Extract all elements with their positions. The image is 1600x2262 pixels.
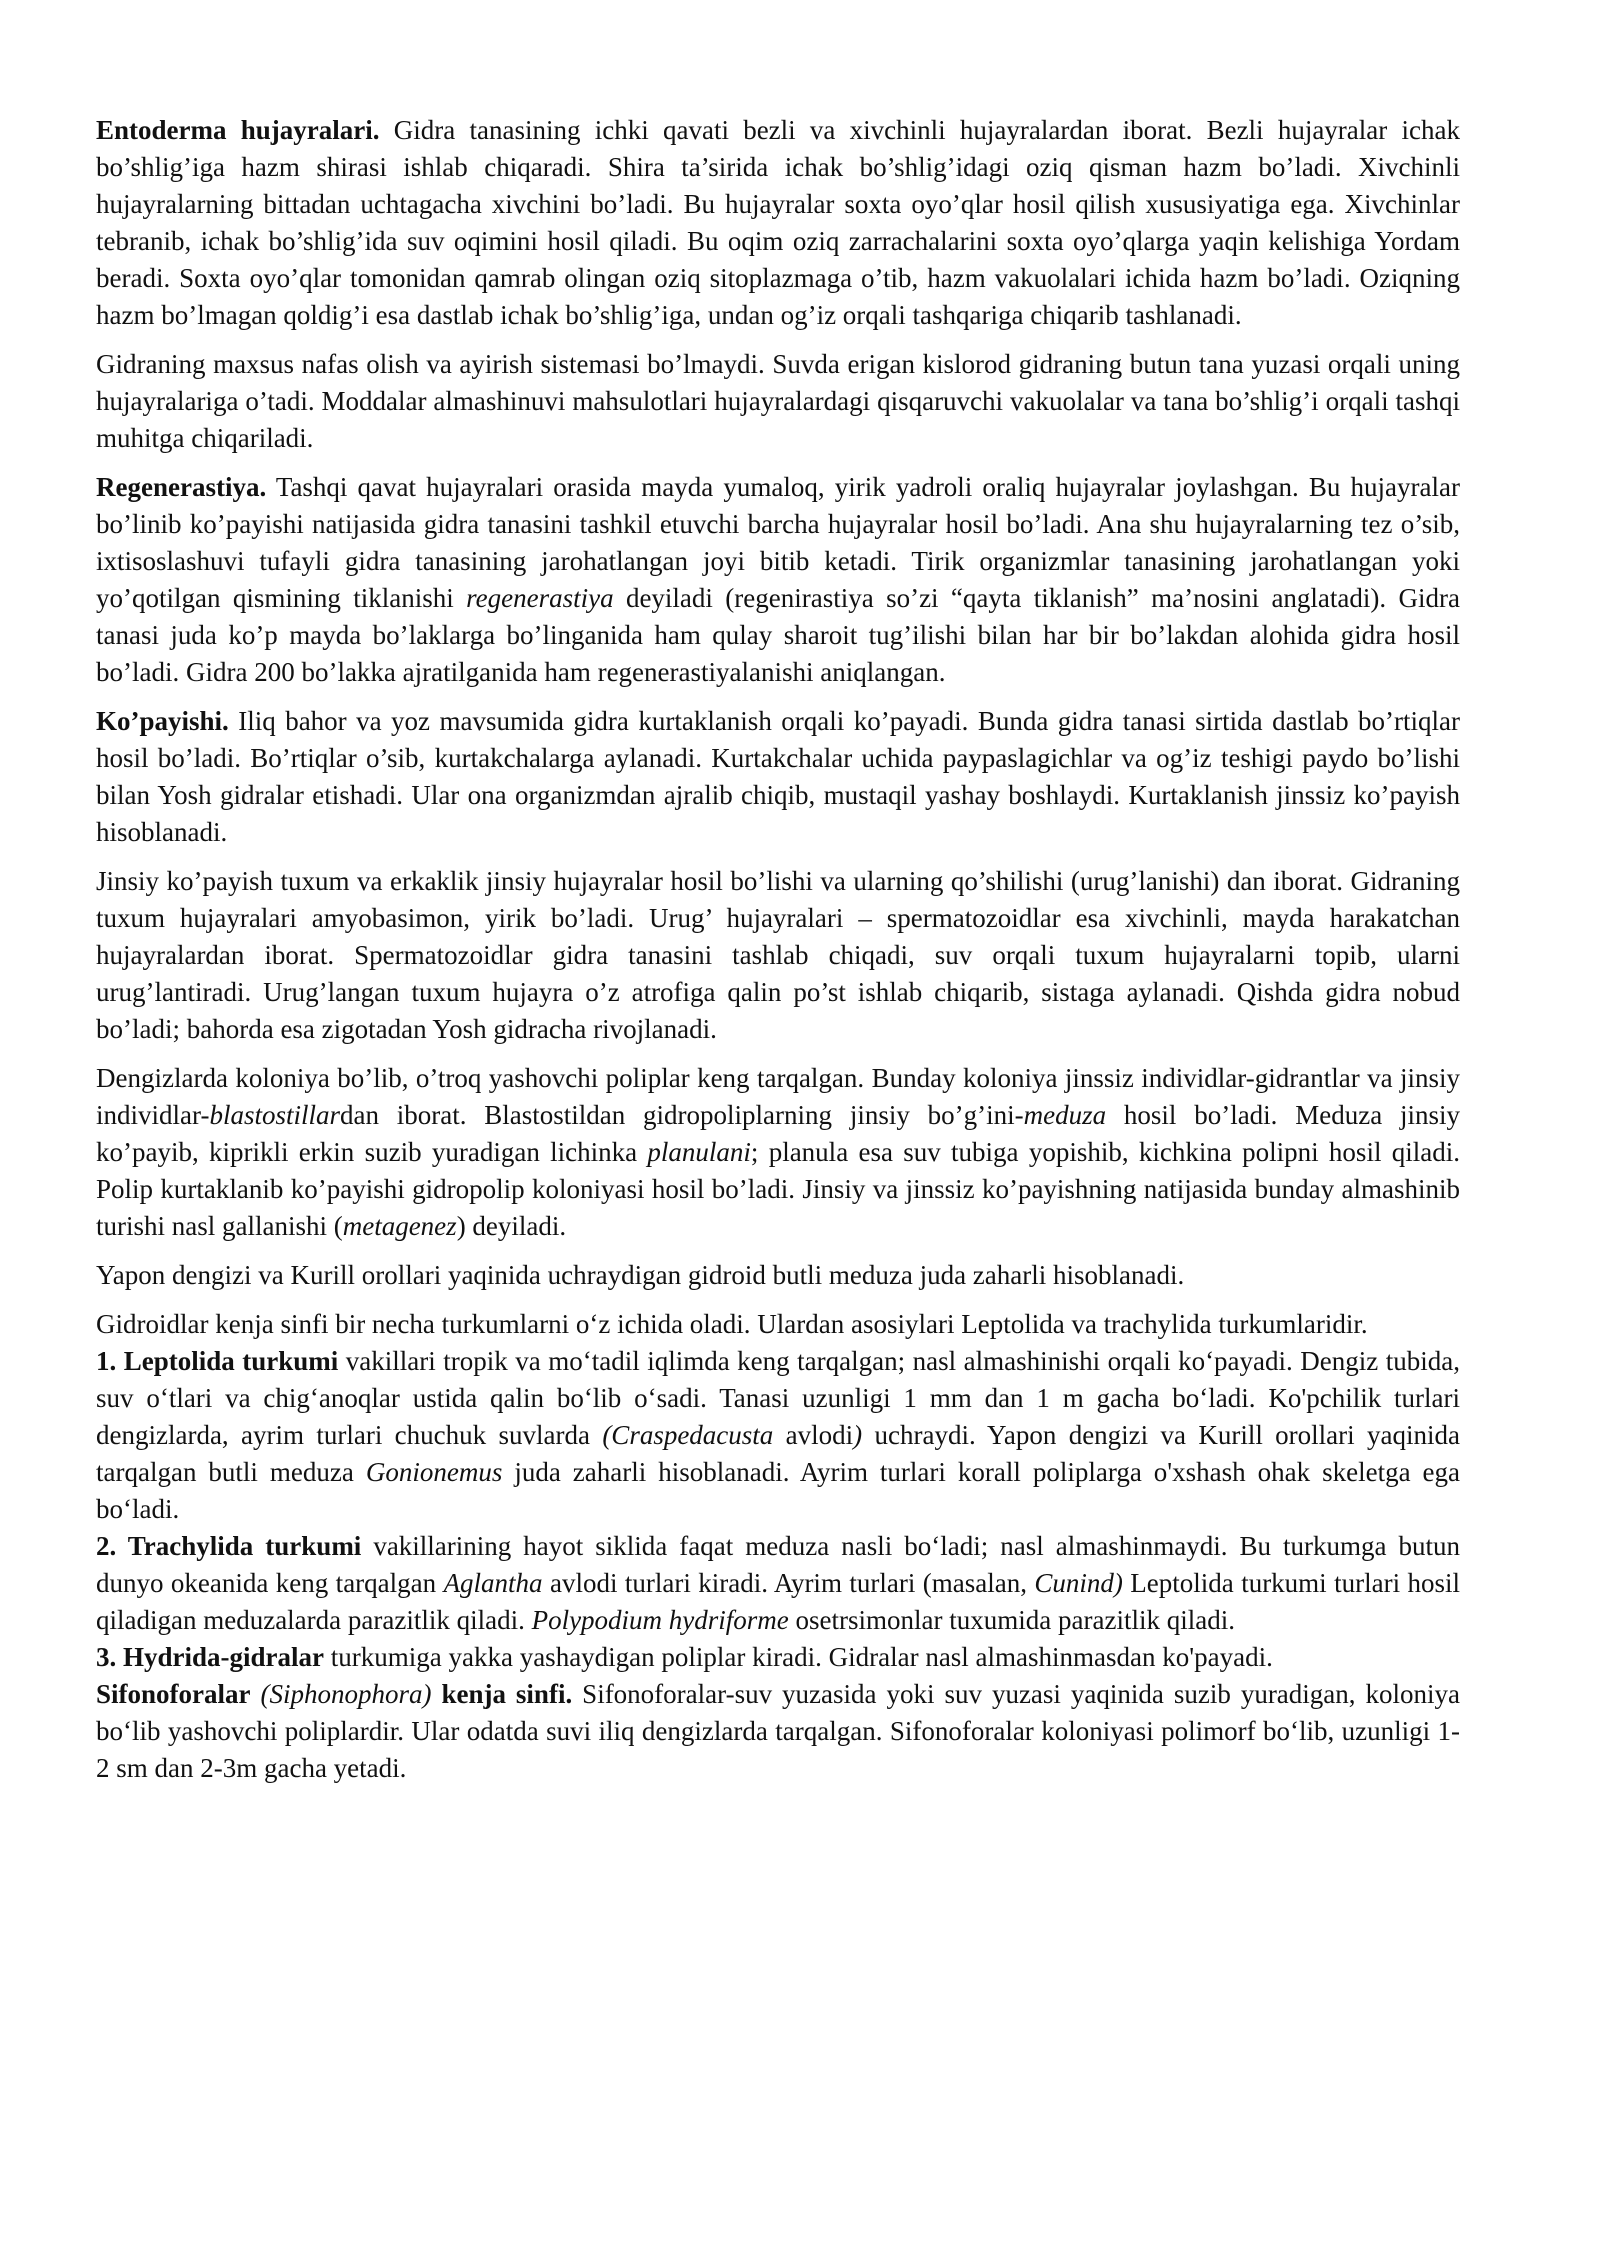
paragraph-siphonophora <box>96 1676 1460 1787</box>
heading-regeneration: Regenerastiya. <box>96 472 267 502</box>
heading-trachylida: 2. Trachylida turkumi <box>96 1531 362 1561</box>
paragraph-text: ; planula esa suv tubiga yopishib, kichkina polipni hosil qiladi. Polip kurtaklanib ko’payishi gidropolip koloniyasi hosil bo’ladi. Jinsiy va jinssiz ko’payishning natijasida bunday almashinib turishi nasl gallanishi ( <box>96 1137 1460 1241</box>
paragraph-hydroid-orders <box>96 1306 1460 1343</box>
list-item-hydrida <box>96 1639 1460 1676</box>
paragraph-text: Gidroidlar kenja sinfi bir necha turkumlarni o‘z ichida oladi. Ulardan asosiylari Leptolida va trachylida turkumlaridir. <box>96 1309 1368 1339</box>
heading-reproduction: Ko’payishi. <box>96 706 229 736</box>
paragraph-text: Iliq bahor va yoz mavsumida gidra kurtaklanish orqali ko’payadi. Bunda gidra tanasi sirtida dastlab bo’rtiqlar hosil bo’ladi. Bo’rtiqlar o’sib, kurtakchalarga aylanadi. Kurtakchalar uchida paypaslagichlar va og’iz teshigi paydo bo’lishi bilan Yosh gidralar etishadi. Ular ona organizmdan ajralib chiqib, mustaqil yashay boshlaydi. Kurtaklanish jinssiz ko’payish hisoblanadi. <box>96 706 1460 847</box>
paragraph-text: Leptolida turkumi turlari hosil qiladigan meduzalarda parazitlik qiladi. <box>96 1568 1460 1635</box>
paragraph-text: osetrsimonlar tuxumida parazitlik qiladi. <box>788 1605 1235 1635</box>
paragraph-text: turkumiga yakka yashaydigan poliplar kiradi. Gidralar nasl almashinmasdan ko'payadi. <box>324 1642 1273 1672</box>
paragraph-text: avlodi turlari kiradi. Ayrim turlari (masalan, <box>542 1568 1035 1598</box>
paragraph-text: uchraydi. Yapon dengizi va Kurill orollari yaqinida tarqalgan butli meduza <box>96 1420 1460 1487</box>
paragraph-text: Dengizlarda koloniya bo’lib, o’troq yashovchi poliplar keng tarqalgan. Bunday koloniya jinssiz individlar-gidrantlar va jinsiy individlar- <box>96 1063 1460 1130</box>
paragraph-text: Gidra tanasining ichki qavati bezli va xivchinli hujayralardan iborat. Bezli hujayralar ichak bo’shlig’iga hazm shirasi ishlab chiqaradi. Shira ta’sirida ichak bo’shlig’idagi oziq qisman hazm bo’ladi. Xivchinli hujayralarning bittadan uchtagacha xivchini bo’ladi. Bu hujayralar soxta oyo’qlar hosil qilish xususiyatiga ega. Xivchinlar tebranib, ichak bo’shlig’ida suv oqimini hosil qiladi. Bu oqim oziq zarrachalarini soxta oyo’qlarga yaqin kelishiga Yordam beradi. Soxta oyo’qlar tomonidan qamrab olingan oziq sitoplazmaga o’tib, hazm vakuolalari ichida hazm bo’ladi. Oziqning hazm bo’lmagan qoldig’i esa dastlab ichak bo’shlig’iga, undan og’iz orqali tashqariga chiqarib tashlanadi. <box>96 115 1460 330</box>
list-item-leptolida <box>96 1343 1460 1528</box>
paragraph-text: vakillari tropik va mo‘tadil iqlimda keng tarqalgan; nasl almashinishi orqali ko‘payadi. Dengiz tubida, suv o‘tlari va chig‘anoqlar ustida qalin bo‘lib o‘sadi. Tanasi uzunligi 1 mm dan 1 m gacha bo‘ladi. Ko'pchilik turlari dengizlarda, ayrim turlari chuchuk suvlarda <box>96 1346 1460 1450</box>
term-aglantha: Aglantha <box>443 1568 543 1598</box>
paragraph-respiration <box>96 346 1460 457</box>
heading-leptolida: 1. Leptolida turkumi <box>96 1346 339 1376</box>
heading-entoderma: Entoderma hujayralari. <box>96 115 380 145</box>
paragraph-text: dan iborat. Blastostildan gidropoliplarning jinsiy bo’g’ini- <box>339 1100 1024 1130</box>
paragraph-text: vakillarining hayot siklida faqat meduza nasli bo‘ladi; nasl almashinmaydi. Bu turkumga butun dunyo okeanida keng tarqalgan <box>96 1531 1460 1598</box>
paragraph-text: ) deyiladi. <box>456 1211 567 1241</box>
paragraph-colonies <box>96 1060 1460 1245</box>
term-planulani: planulani <box>647 1137 751 1167</box>
paragraph-text: hosil bo’ladi. Meduza jinsiy ko’payib, kiprikli erkin suzib yuradigan lichinka <box>96 1100 1460 1167</box>
paragraph-text: Jinsiy ko’payish tuxum va erkaklik jinsiy hujayralar hosil bo’lishi va ularning qo’shilishi (urug’lanishi) dan iborat. Gidraning tuxum hujayralari amyobasimon, yirik bo’ladi. Urug’ hujayralari – spermatozoidlar esa xivchinli, mayda harakatchan hujayralardan iborat. Spermatozoidlar gidra tanasini tashlab chiqadi, suv orqali tuxum hujayralarni topib, ularni urug’lantiradi. Urug’langan tuxum hujayra o’z atrofiga qalin po’st ishlab chiqarib, sistaga aylanadi. Qishda gidra nobud bo’ladi; bahorda esa zigotadan Yosh gidracha rivojlanadi. <box>96 866 1460 1044</box>
term-siphonophora: (Siphonophora) <box>250 1679 432 1709</box>
term-paren: ) <box>853 1420 863 1450</box>
term-polypodium: Polypodium hydriforme <box>531 1605 789 1635</box>
paragraph-text: juda zaharli hisoblanadi. Ayrim turlari korall poliplarga o'xshash ohak skeletga ega bo‘ladi. <box>96 1457 1460 1524</box>
paragraph-sexual-reproduction <box>96 863 1460 1048</box>
term-cunind: Cunind) <box>1034 1568 1123 1598</box>
term-craspedacusta: (Craspedacusta <box>602 1420 774 1450</box>
paragraph-regeneration <box>96 469 1460 691</box>
paragraph-text: Sifonoforalar-suv yuzasida yoki suv yuzasi yaqinida suzib yuradigan, koloniya bo‘lib yashovchi poliplardir. Ular odatda suvi iliq dengizlarda tarqalgan. Sifonoforalar koloniyasi polimorf bo‘lib, uzunligi 1-2 sm dan 2-3m gacha yetadi. <box>96 1679 1460 1783</box>
list-item-trachylida <box>96 1528 1460 1639</box>
term-regenerastiya: regenerastiya <box>466 583 614 613</box>
paragraph-text: avlodi <box>773 1420 854 1450</box>
heading-siphonophora: Sifonoforalar <box>96 1679 251 1709</box>
paragraph-text: Yapon dengizi va Kurill orollari yaqinida uchraydigan gidroid butli meduza juda zaharli hisoblanadi. <box>96 1260 1185 1290</box>
paragraph-entoderma <box>96 112 1460 334</box>
paragraph-japan-sea <box>96 1257 1460 1294</box>
heading-subclass: kenja sinfi. <box>431 1679 573 1709</box>
paragraph-text: Gidraning maxsus nafas olish va ayirish sistemasi bo’lmaydi. Suvda erigan kislorod gidraning butun tana yuzasi orqali uning hujayralariga o’tadi. Moddalar almashinuvi mahsulotlari hujayralardagi qisqaruvchi vakuolalar va tana bo’shlig’i orqali tashqi muhitga chiqariladi. <box>96 349 1460 453</box>
term-metagenez: metagenez <box>342 1211 457 1241</box>
term-blastostillar: blastostillar <box>209 1100 340 1130</box>
heading-hydrida: 3. Hydrida-gidralar <box>96 1642 324 1672</box>
paragraph-reproduction <box>96 703 1460 851</box>
paragraph-text: deyiladi (regenirastiya so’zi “qayta tiklanish” ma’nosini anglatadi). Gidra tanasi juda ko’p mayda bo’laklarga bo’linganida ham qulay sharoit tug’ilishi bilan har bir bo’lakdan alohida gidra hosil bo’ladi. Gidra 200 bo’lakka ajratilganida ham regenerastiyalanishi aniqlangan. <box>96 583 1460 687</box>
term-gonionemus: Gonionemus <box>365 1457 503 1487</box>
term-meduza: meduza <box>1023 1100 1107 1130</box>
paragraph-text: Tashqi qavat hujayralari orasida mayda yumaloq, yirik yadroli oraliq hujayralar joylashgan. Bu hujayralar bo’linib ko’payishi natijasida gidra tanasini tashkil etuvchi barcha hujayralar hosil bo’ladi. Ana shu hujayralarning tez o’sib, ixtisoslashuvi tufayli gidra tanasining jarohatlangan joyi bitib ketadi. Tirik organizmlar tanasining jarohatlangan yoki yo’qotilgan qismining tiklanishi <box>96 472 1460 613</box>
